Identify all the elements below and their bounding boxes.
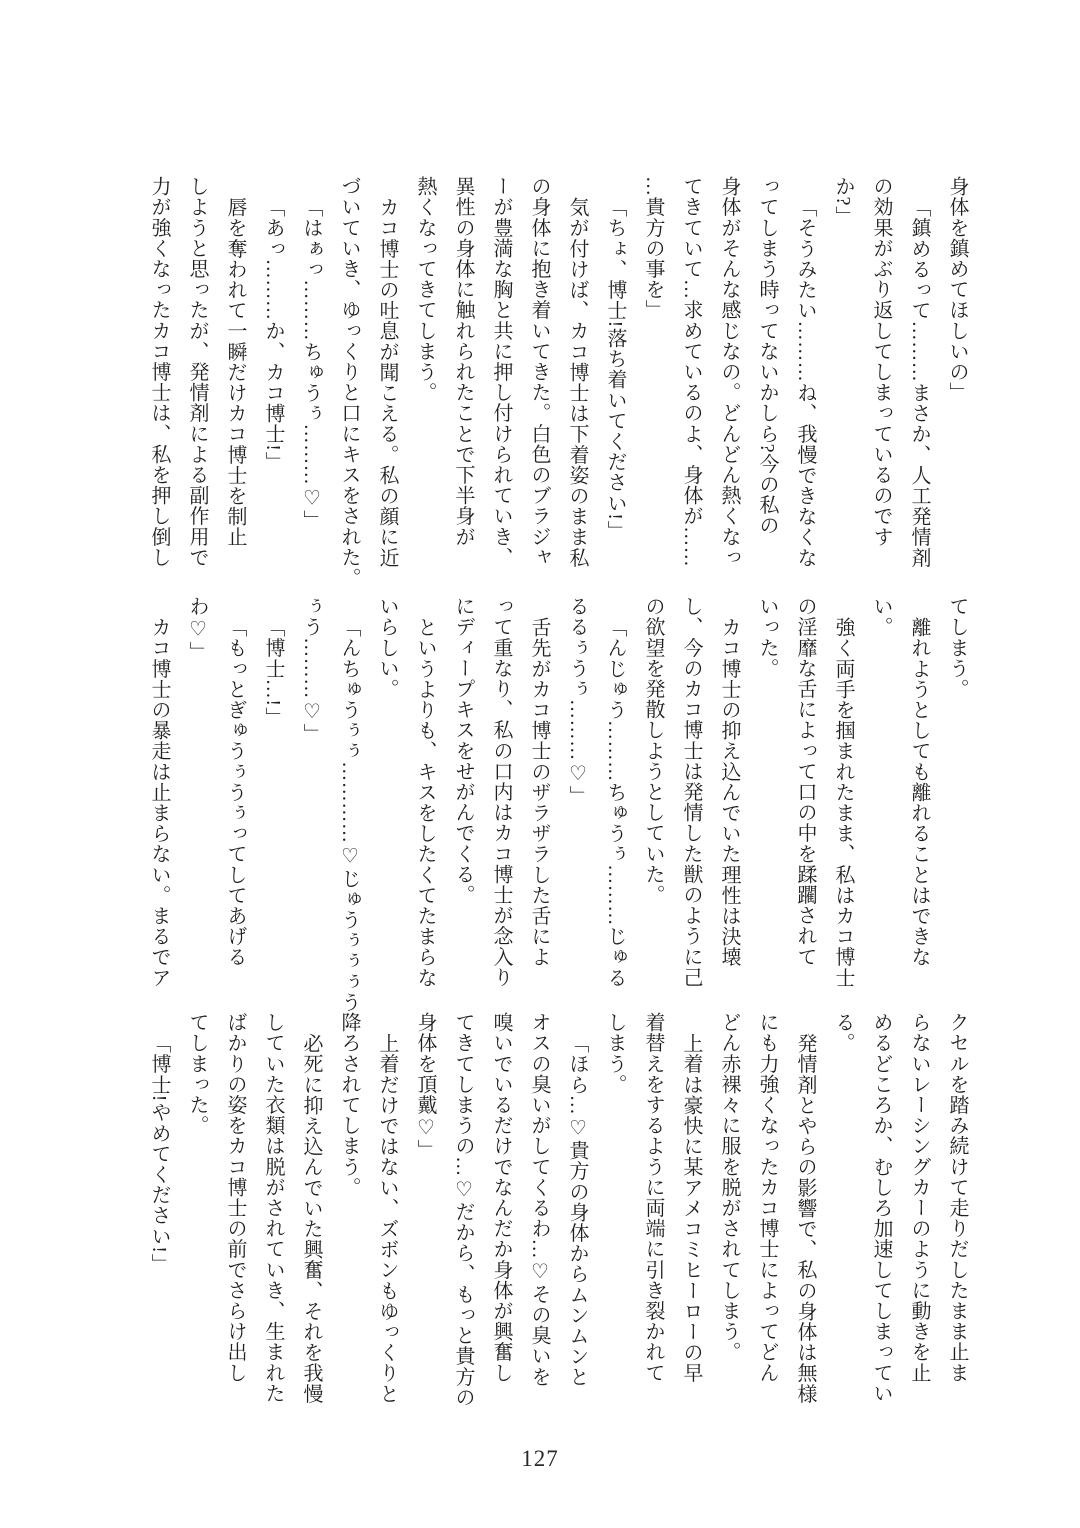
text-line: いった。 — [756, 596, 778, 679]
text-line: 「もっとぎゅうぅうぅってしてあげる — [224, 617, 246, 968]
text-line: 「はぁっ………ちゅうぅ………♡」 — [300, 197, 322, 531]
text-line: か?」 — [832, 176, 854, 227]
text-line: 唇を奪われて一瞬だけカコ博士を制止 — [224, 197, 246, 548]
text-line: 「そうみたい………ね、我慢できなくな — [794, 197, 816, 568]
text-line: てきてしまうの…♡だから、もっと貴方の — [452, 1012, 474, 1408]
text-line: 力が強くなったカコ博士は、私を押し倒し — [148, 176, 170, 568]
text-section-bottom — [134, 1012, 976, 1426]
text-line: クセルを踏み続けて走りだしたまま止ま — [946, 1012, 968, 1383]
text-line: ーが豊満な胸と共に押し付けられていき、 — [490, 176, 512, 568]
text-line: 着替えをするように両端に引き裂かれて — [642, 1012, 664, 1383]
text-line: 舌先がカコ博士のザラザラした舌によ — [528, 617, 550, 968]
text-line: 「ちょ、博士!落ち着いてください!」 — [604, 197, 626, 542]
text-line: というよりも、キスをしたくてたまらな — [414, 617, 436, 988]
text-line: って重なり、私の口内はカコ博士が念入り — [490, 596, 512, 988]
text-line: 「博士…!」 — [262, 617, 284, 728]
text-line: 身体がそんな感じなの。どんどん熱くなっ — [718, 176, 740, 568]
text-line: づいていき、ゆっくりと口にキスをされた。 — [338, 176, 360, 588]
text-line: てしまった。 — [186, 1012, 208, 1136]
text-line: 異性の身体に触れられたことで下半身が — [452, 176, 474, 547]
text-line: どん赤裸々に服を脱がされてしまう。 — [718, 1012, 740, 1363]
text-line: い。 — [870, 596, 892, 638]
text-line: 上着は豪快に某アメコミヒーローの早 — [680, 1033, 702, 1384]
text-line: 発情剤とやらの影響で、私の身体は無様 — [794, 1033, 816, 1404]
text-line: の欲望を発散しようとしていた。 — [642, 596, 664, 905]
text-line: しまう。 — [604, 1012, 626, 1095]
text-line: る。 — [832, 1012, 854, 1054]
text-line: カコ博士の抑え込んでいた理性は決壊 — [718, 617, 740, 968]
text-line: していた衣類は脱がされていき、生まれた — [262, 1012, 284, 1404]
text-line: 強く両手を掴まれたまま、私はカコ博士 — [832, 617, 854, 988]
text-line: ってしまう時ってないかしら?今の私の — [756, 176, 778, 536]
text-line: の身体に抱き着いてきた。白色のブラジャ — [528, 176, 550, 568]
text-line: 降ろされてしまう。 — [338, 1012, 360, 1198]
text-line: カコ博士の吐息が聞こえる。私の顔に近 — [376, 197, 398, 568]
text-section-top — [134, 176, 976, 590]
text-line: 離れようとしても離れることはできな — [908, 617, 930, 968]
text-line: てしまう。 — [946, 596, 968, 699]
text-line: 「んじゅう………ちゅうぅ………じゅる — [604, 617, 626, 988]
text-line: しようと思ったが、発情剤による副作用で — [186, 176, 208, 568]
text-line: らないレーシングカーのように動きを止 — [908, 1012, 930, 1383]
text-line: めるどころか、むしろ加速してしまってい — [870, 1012, 892, 1404]
text-line: ばかりの姿をカコ博士の前でさらけ出し — [224, 1012, 246, 1383]
text-line: 身体を鎮めてほしいの」 — [946, 176, 968, 403]
text-line: 上着だけではない、ズボンもゆっくりと — [376, 1033, 398, 1404]
text-line: 「博士!やめてください!」 — [148, 1033, 170, 1275]
text-line: の淫靡な舌によって口の中を蹂躙されて — [794, 596, 816, 967]
text-line: わ♡」 — [186, 596, 208, 662]
text-line: カコ博士の暴走は止まらない。まるでア — [148, 617, 170, 988]
text-line: ぅう………♡」 — [300, 596, 322, 745]
text-line: てきていて…求めているのよ、身体が…… — [680, 176, 702, 568]
text-line: るるぅうぅ………♡」 — [566, 596, 588, 806]
text-line: 「ほら…♡貴方の身体からムンムンと — [566, 1033, 588, 1388]
text-line: 気が付けば、カコ博士は下着姿のまま私 — [566, 197, 588, 568]
text-line: 熱くなってきてしまう。 — [414, 176, 436, 403]
text-line: 「鎮めるって………まさか、人工発情剤 — [908, 197, 930, 568]
text-section-middle — [134, 596, 976, 1013]
text-line: の効果がぶり返してしまっているのです — [870, 176, 892, 547]
text-line: オスの臭いがしてくるわ…♡その臭いを — [528, 1012, 550, 1387]
text-line: 嗅いでいるだけでなんだか身体が興奮し — [490, 1012, 512, 1383]
text-line: いらしい。 — [376, 596, 398, 699]
text-line: 「んちゅうぅぅ…………♡じゅうぅぅぅう — [338, 617, 360, 1013]
text-line: し、今のカコ博士は発情した獣のように己 — [680, 596, 702, 988]
text-line: にも力強くなったカコ博士によってどん — [756, 1012, 778, 1383]
text-line: 身体を頂戴♡」 — [414, 1012, 436, 1161]
text-line: にディープキスをせがんでくる。 — [452, 596, 474, 905]
page-number: 127 — [521, 1446, 559, 1471]
text-line: 必死に抑え込んでいた興奮、それを我慢 — [300, 1033, 322, 1404]
text-line: 「あっ………か、カコ博士!」 — [262, 197, 284, 473]
text-line: …貴方の事を」 — [642, 176, 664, 321]
